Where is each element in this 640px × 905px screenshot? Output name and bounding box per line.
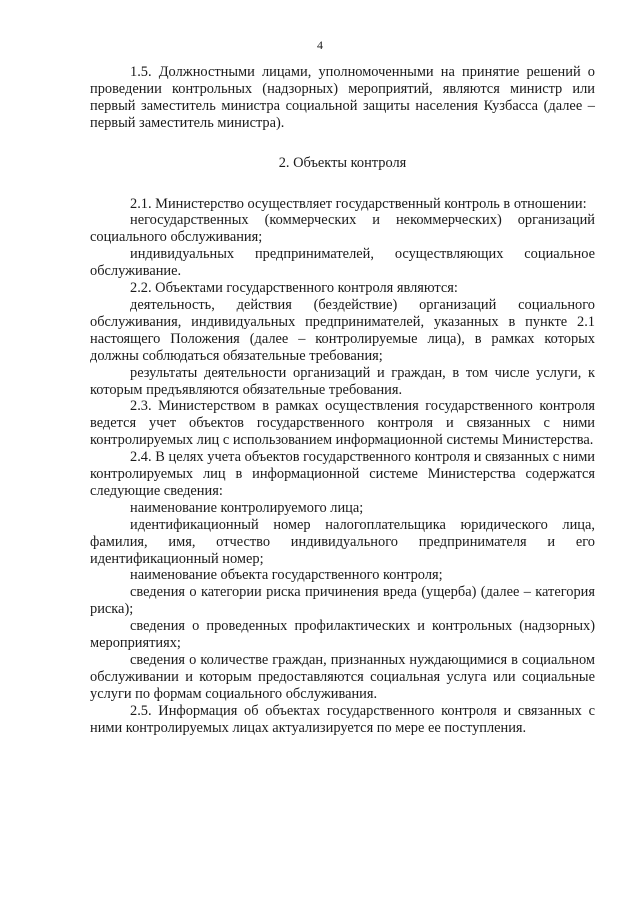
paragraph-2-4-item-b: идентификационный номер налогоплательщика юридического лица, фамилия, имя, отчество индивидуального предпринимателя и его идентификационный номер;	[90, 516, 595, 567]
paragraph-2-1-item-b: индивидуальных предпринимателей, осуществляющих социальное обслуживание.	[90, 246, 595, 280]
paragraph-2-3: 2.3. Министерством в рамках осуществления государственного контроля ведется учет объектов государственного контроля и связанных с ними контролируемых лиц с использованием информационной системы Министерства.	[90, 398, 595, 449]
paragraph-2-1-item-a: негосударственных (коммерческих и некоммерческих) организаций социального обслуживания;	[90, 212, 595, 246]
paragraph-2-4: 2.4. В целях учета объектов государственного контроля и связанных с ними контролируемых лиц в информационной системе Министерства содержатся следующие сведения:	[90, 449, 595, 499]
document-body	[90, 64, 595, 737]
paragraph-2-4-item-d: сведения о категории риска причинения вреда (ущерба) (далее – категория риска);	[90, 584, 595, 618]
paragraph-2-5: 2.5. Информация об объектах государственного контроля и связанных с ними контролируемых лицах актуализируется по мере ее поступления.	[90, 702, 595, 736]
paragraph-1-5: 1.5. Должностными лицами, уполномоченными на принятие решений о проведении контрольных (надзорных) мероприятий, являются министр или первый заместитель министра социальной защиты населения Кузбасса (далее – первый заместитель министра).	[90, 64, 595, 131]
paragraph-2-4-item-f: сведения о количестве граждан, признанных нуждающимися в социальном обслуживании и которым предоставляются социальная услуга или социальные услуги по формам социального обслуживания.	[90, 652, 595, 702]
section-2-heading: 2. Объекты контроля	[278, 154, 407, 171]
paragraph-2-2-item-b: результаты деятельности организаций и граждан, в том числе услуги, к которым предъявляются обязательные требования.	[90, 364, 595, 398]
page-number: 4	[317, 38, 323, 52]
paragraph-2-1: 2.1. Министерство осуществляет государственный контроль в отношении:	[130, 195, 587, 212]
paragraph-2-2: 2.2. Объектами государственного контроля являются:	[130, 280, 458, 297]
paragraph-2-2-item-a: деятельность, действия (бездействие) организаций социального обслуживания, индивидуальных предпринимателей, указанных в пункте 2.1 настоящего Положения (далее – контролируемые лица), в рамках которых должны соблюдаться обязательные требования;	[90, 296, 595, 364]
paragraph-2-4-item-e: сведения о проведенных профилактических и контрольных (надзорных) мероприятиях;	[90, 618, 595, 652]
paragraph-2-4-item-a: наименование контролируемого лица;	[130, 499, 364, 516]
paragraph-2-4-item-c: наименование объекта государственного контроля;	[130, 567, 443, 584]
